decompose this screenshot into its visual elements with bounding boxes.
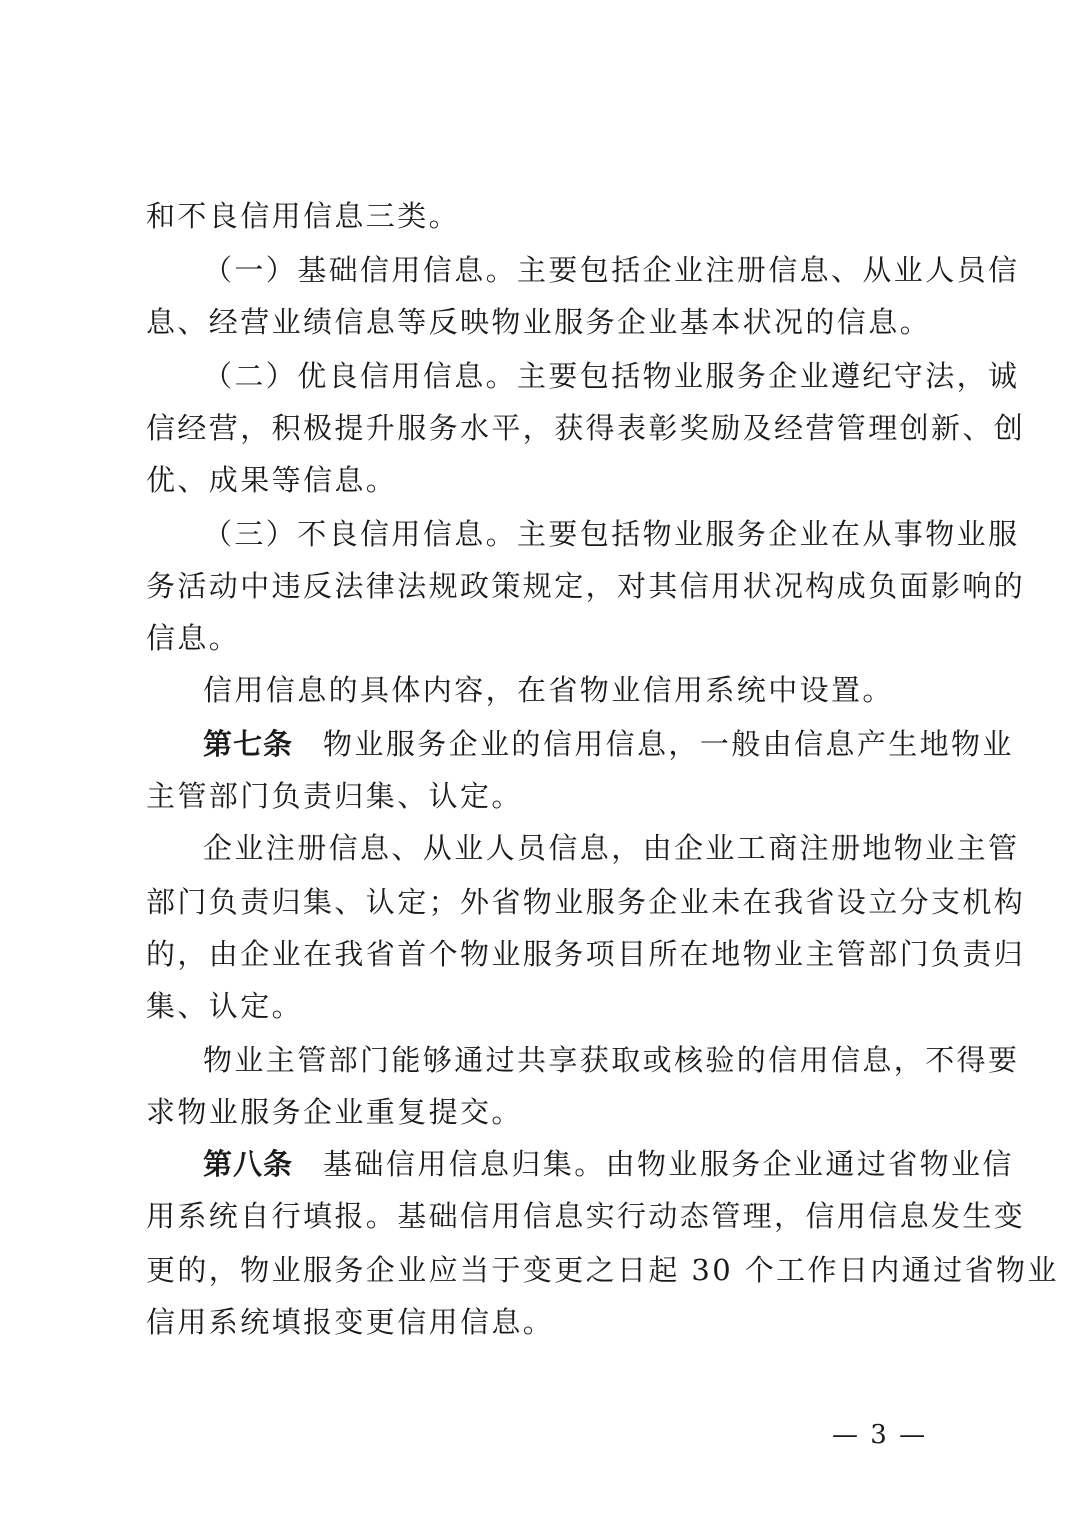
paragraph-line: 信息。 — [146, 621, 241, 655]
paragraph-line: 更的，物业服务企业应当于变更之日起 30 个工作日内通过省物业 — [146, 1253, 1059, 1287]
article-8-text: 基础信用信息归集。由物业服务企业通过省物业信 — [323, 1147, 1014, 1181]
paragraph-line: （一）基础信用信息。主要包括企业注册信息、从业人员信 — [203, 253, 1020, 287]
page-number: — 3 — — [832, 1420, 928, 1450]
paragraph-line: 部门负责归集、认定；外省物业服务企业未在我省设立分支机构 — [146, 885, 1026, 919]
paragraph-line: 求物业服务企业重复提交。 — [146, 1095, 523, 1129]
paragraph-line: 息、经营业绩信息等反映物业服务企业基本状况的信息。 — [146, 305, 932, 339]
paragraph-line: 信经营，积极提升服务水平，获得表彰奖励及经营管理创新、创 — [146, 411, 1026, 445]
article-8-heading: 第八条 — [203, 1147, 294, 1181]
paragraph-line: 和不良信用信息三类。 — [146, 199, 461, 233]
paragraph-line: 企业注册信息、从业人员信息，由企业工商注册地物业主管 — [203, 831, 1020, 865]
paragraph-line: 集、认定。 — [146, 989, 304, 1023]
article-7-text: 物业服务企业的信用信息，一般由信息产生地物业 — [323, 727, 1014, 761]
paragraph-line: 物业主管部门能够通过共享获取或核验的信用信息，不得要 — [203, 1043, 1020, 1077]
paragraph-line: 优、成果等信息。 — [146, 463, 398, 497]
article-7-heading: 第七条 — [203, 727, 294, 761]
paragraph-line: 用系统自行填报。基础信用信息实行动态管理，信用信息发生变 — [146, 1199, 1026, 1233]
article-7-line — [203, 727, 1014, 761]
article-8-line — [203, 1147, 1014, 1181]
paragraph-line: （二）优良信用信息。主要包括物业服务企业遵纪守法，诚 — [203, 359, 1020, 393]
paragraph-line: 信用信息的具体内容，在省物业信用系统中设置。 — [203, 673, 894, 707]
paragraph-line: 的，由企业在我省首个物业服务项目所在地物业主管部门负责归 — [146, 937, 1026, 971]
paragraph-line: 主管部门负责归集、认定。 — [146, 779, 523, 813]
paragraph-line: 务活动中违反法律法规政策规定，对其信用状况构成负面影响的 — [146, 569, 1026, 603]
paragraph-line: （三）不良信用信息。主要包括物业服务企业在从事物业服 — [203, 517, 1020, 551]
paragraph-line: 信用系统填报变更信用信息。 — [146, 1305, 555, 1339]
